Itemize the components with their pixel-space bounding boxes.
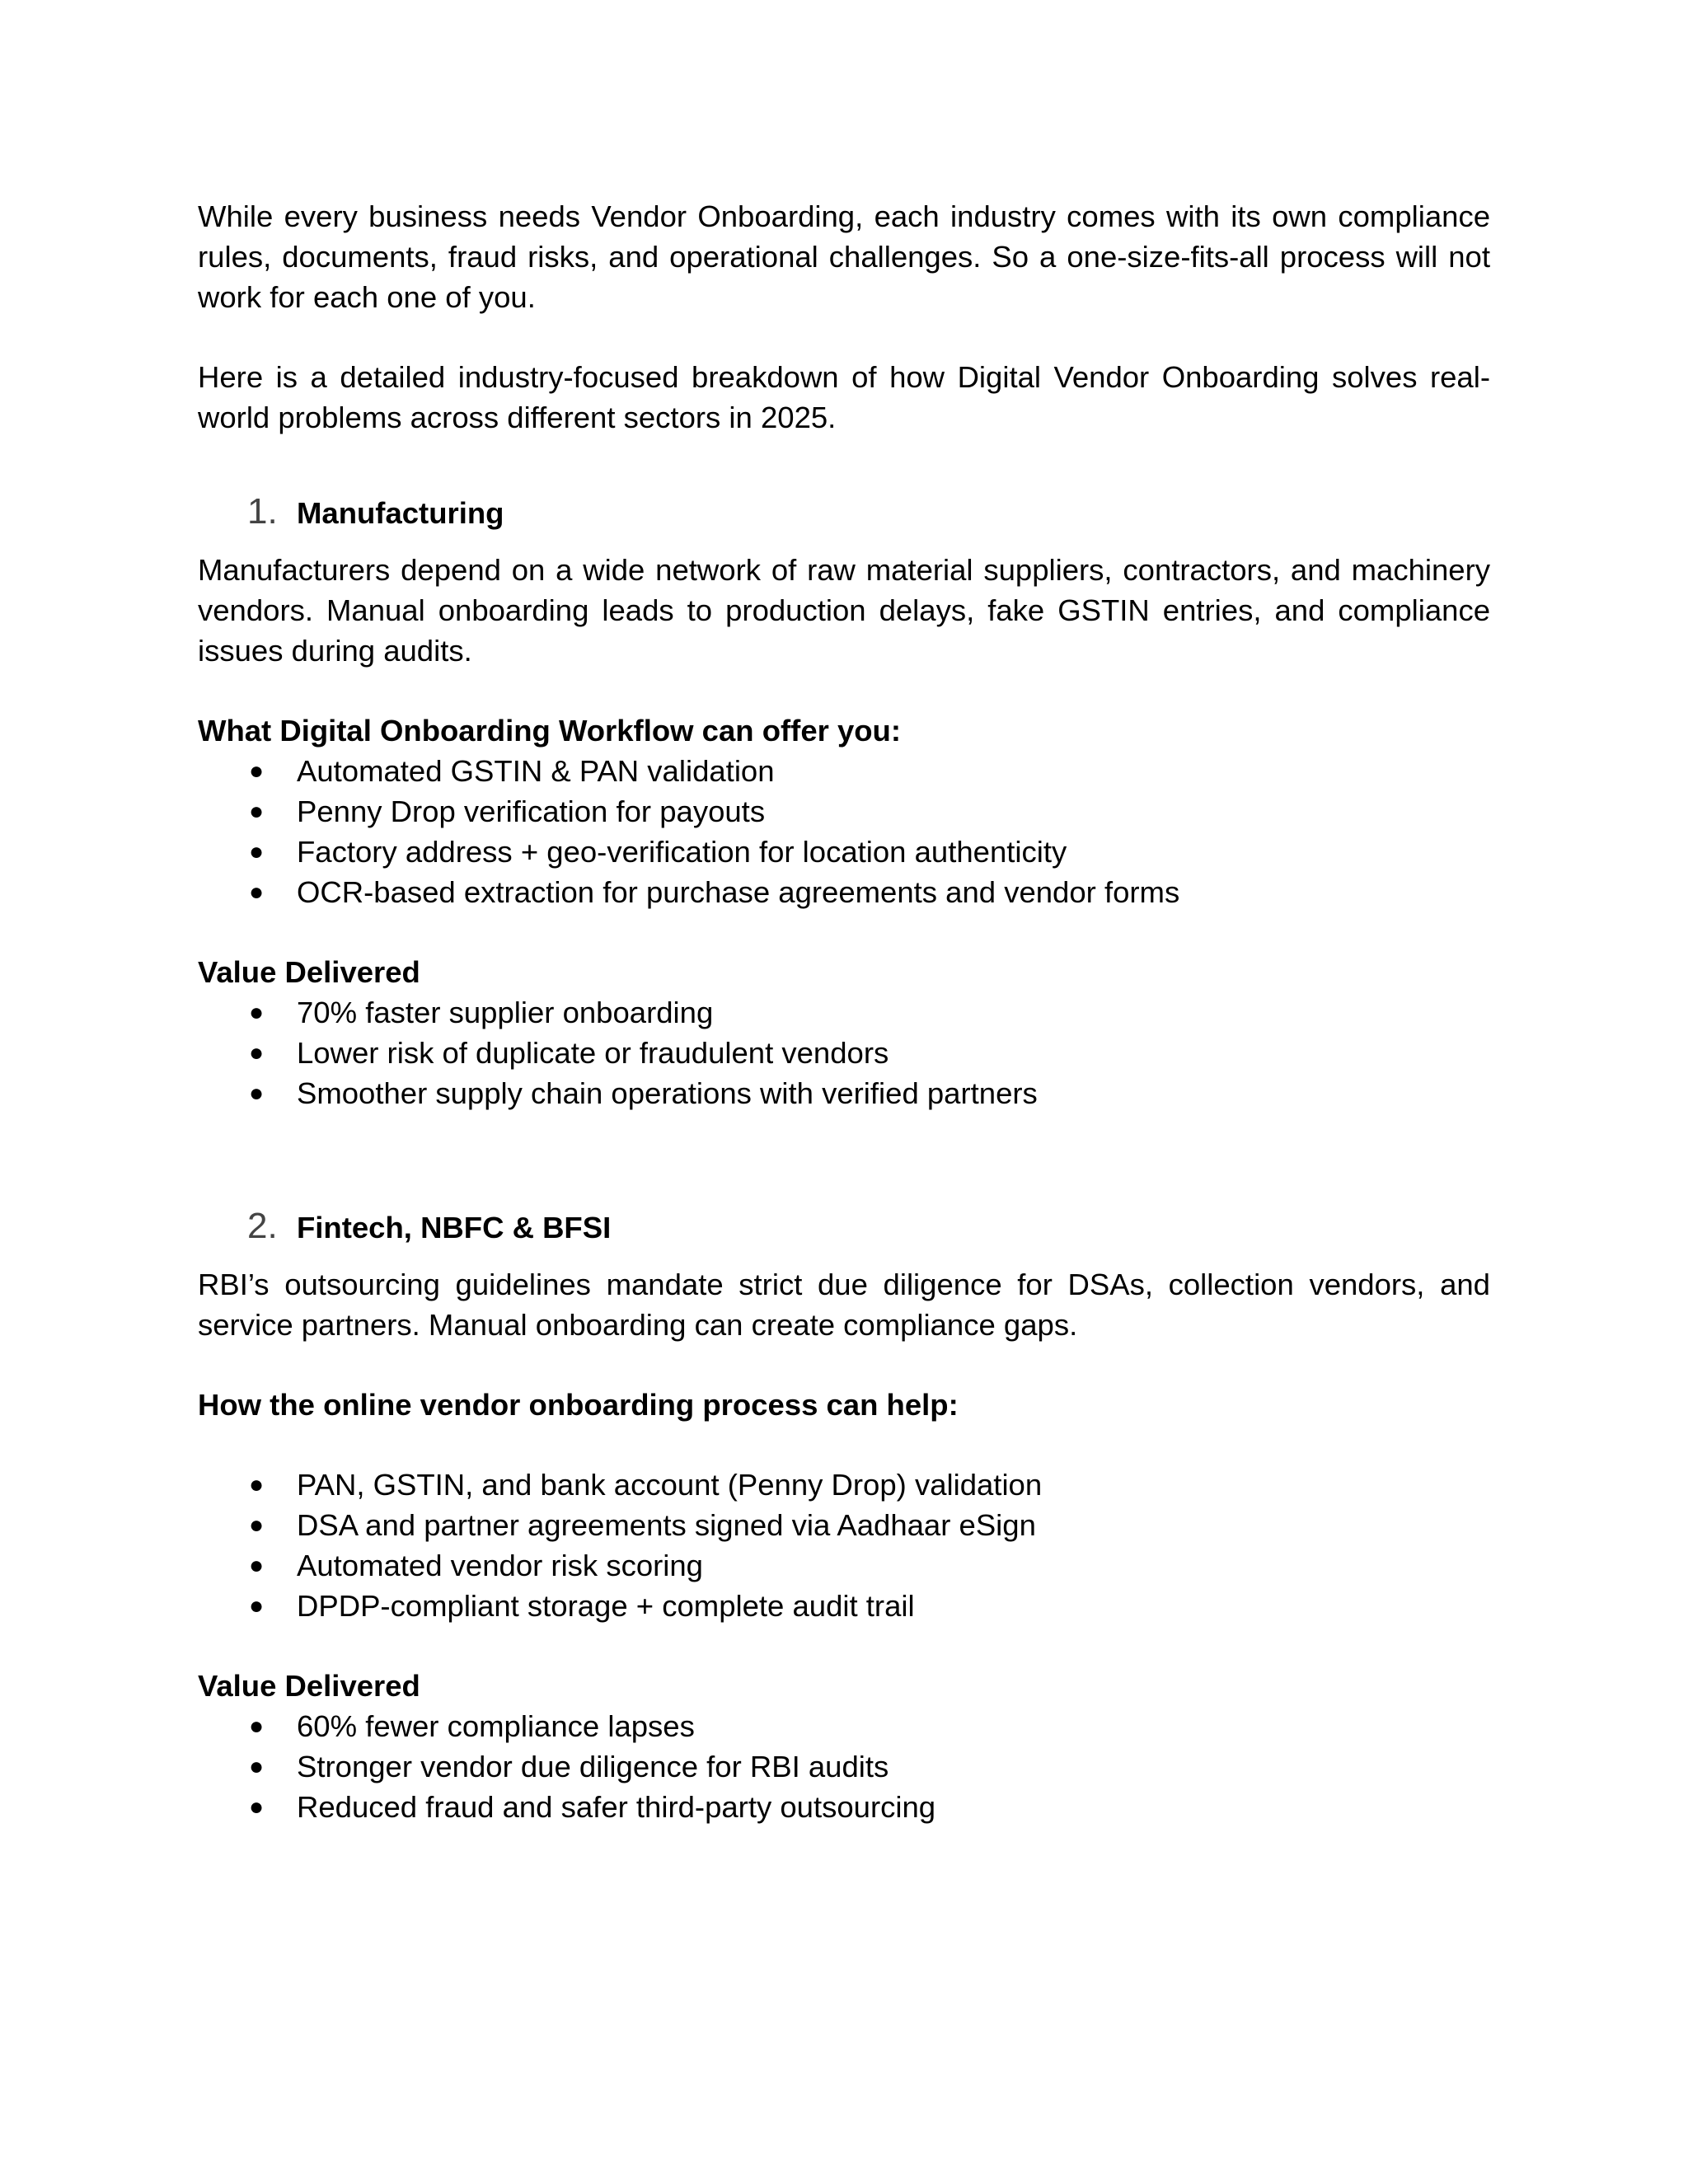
bullet-icon: ● xyxy=(249,1753,265,1780)
section-title: Fintech, NBFC & BFSI xyxy=(297,1211,612,1244)
bullet-icon: ● xyxy=(249,1793,265,1821)
offer-list xyxy=(198,1465,1490,1626)
list-item xyxy=(198,992,1490,1033)
bullet-icon: ● xyxy=(249,999,265,1026)
spacer xyxy=(198,1425,1490,1465)
offer-heading: How the online vendor onboarding process can help: xyxy=(198,1388,959,1422)
list-item-text: Reduced fraud and safer third-party outsourcing xyxy=(297,1790,936,1824)
bullet-icon: ● xyxy=(249,1592,265,1619)
list-item xyxy=(198,1545,1490,1586)
section-description: RBI’s outsourcing guidelines mandate strict due diligence for DSAs, collection vendors, and service partners. Manual onboarding can create compliance gaps. xyxy=(198,1268,1490,1342)
section-heading xyxy=(198,491,1490,539)
list-item xyxy=(198,1586,1490,1626)
bullet-icon: ● xyxy=(249,1552,265,1579)
list-item-text: Automated vendor risk scoring xyxy=(297,1549,703,1582)
section-title: Manufacturing xyxy=(297,496,504,530)
spacer xyxy=(198,1345,1490,1385)
list-item xyxy=(198,1465,1490,1505)
list-item-text: OCR-based extraction for purchase agreements and vendor forms xyxy=(297,875,1180,909)
list-item-text: 60% fewer compliance lapses xyxy=(297,1709,695,1743)
list-item-text: DSA and partner agreements signed via Aadhaar eSign xyxy=(297,1508,1036,1542)
bullet-icon: ● xyxy=(249,879,265,906)
list-item-text: Stronger vendor due diligence for RBI audits xyxy=(297,1750,889,1783)
list-item-text: 70% faster supplier onboarding xyxy=(297,996,714,1029)
section-number: 1. xyxy=(247,491,278,532)
spacer xyxy=(198,1113,1490,1193)
bullet-icon: ● xyxy=(249,757,265,785)
spacer xyxy=(198,317,1490,357)
list-item xyxy=(198,832,1490,872)
list-item xyxy=(198,1706,1490,1746)
bullet-icon: ● xyxy=(249,1080,265,1107)
list-item xyxy=(198,791,1490,832)
bullet-icon: ● xyxy=(249,1039,265,1066)
list-item xyxy=(198,1505,1490,1545)
value-list xyxy=(198,992,1490,1113)
offer-list xyxy=(198,751,1490,912)
spacer xyxy=(198,1626,1490,1666)
spacer xyxy=(198,671,1490,710)
list-item-text: Automated GSTIN & PAN validation xyxy=(297,754,775,788)
list-item-text: Factory address + geo-verification for location authenticity xyxy=(297,835,1067,869)
bullet-icon: ● xyxy=(249,798,265,825)
list-item xyxy=(198,872,1490,912)
intro-paragraph: Here is a detailed industry-focused breakdown of how Digital Vendor Onboarding solves real-world problems across different sectors in 2025. xyxy=(198,360,1490,434)
document-page xyxy=(198,196,1490,1827)
value-heading: Value Delivered xyxy=(198,955,420,989)
section-description: Manufacturers depend on a wide network of raw material suppliers, contractors, and machinery vendors. Manual onboarding leads to production delays, fake GSTIN entries, and compliance issues during audits. xyxy=(198,553,1490,668)
spacer xyxy=(198,912,1490,952)
bullet-icon: ● xyxy=(249,1713,265,1740)
list-item-text: Smoother supply chain operations with verified partners xyxy=(297,1076,1038,1110)
bullet-icon: ● xyxy=(249,1511,265,1539)
list-item xyxy=(198,1073,1490,1113)
section-heading xyxy=(198,1206,1490,1254)
list-item xyxy=(198,751,1490,791)
list-item-text: DPDP-compliant storage + complete audit trail xyxy=(297,1589,915,1623)
list-item xyxy=(198,1746,1490,1787)
bullet-icon: ● xyxy=(249,1471,265,1498)
list-item xyxy=(198,1787,1490,1827)
offer-heading: What Digital Onboarding Workflow can offer you: xyxy=(198,714,902,748)
value-heading: Value Delivered xyxy=(198,1669,420,1703)
list-item-text: PAN, GSTIN, and bank account (Penny Drop) validation xyxy=(297,1468,1043,1502)
list-item-text: Penny Drop verification for payouts xyxy=(297,794,766,828)
section-number: 2. xyxy=(247,1206,278,1246)
value-list xyxy=(198,1706,1490,1827)
bullet-icon: ● xyxy=(249,838,265,865)
intro-paragraph: While every business needs Vendor Onboarding, each industry comes with its own compliance rules, documents, fraud risks, and operational challenges. So a one-size-fits-all process will not work for each one of you. xyxy=(198,199,1490,314)
list-item-text: Lower risk of duplicate or fraudulent vendors xyxy=(297,1036,889,1070)
spacer xyxy=(198,438,1490,478)
list-item xyxy=(198,1033,1490,1073)
